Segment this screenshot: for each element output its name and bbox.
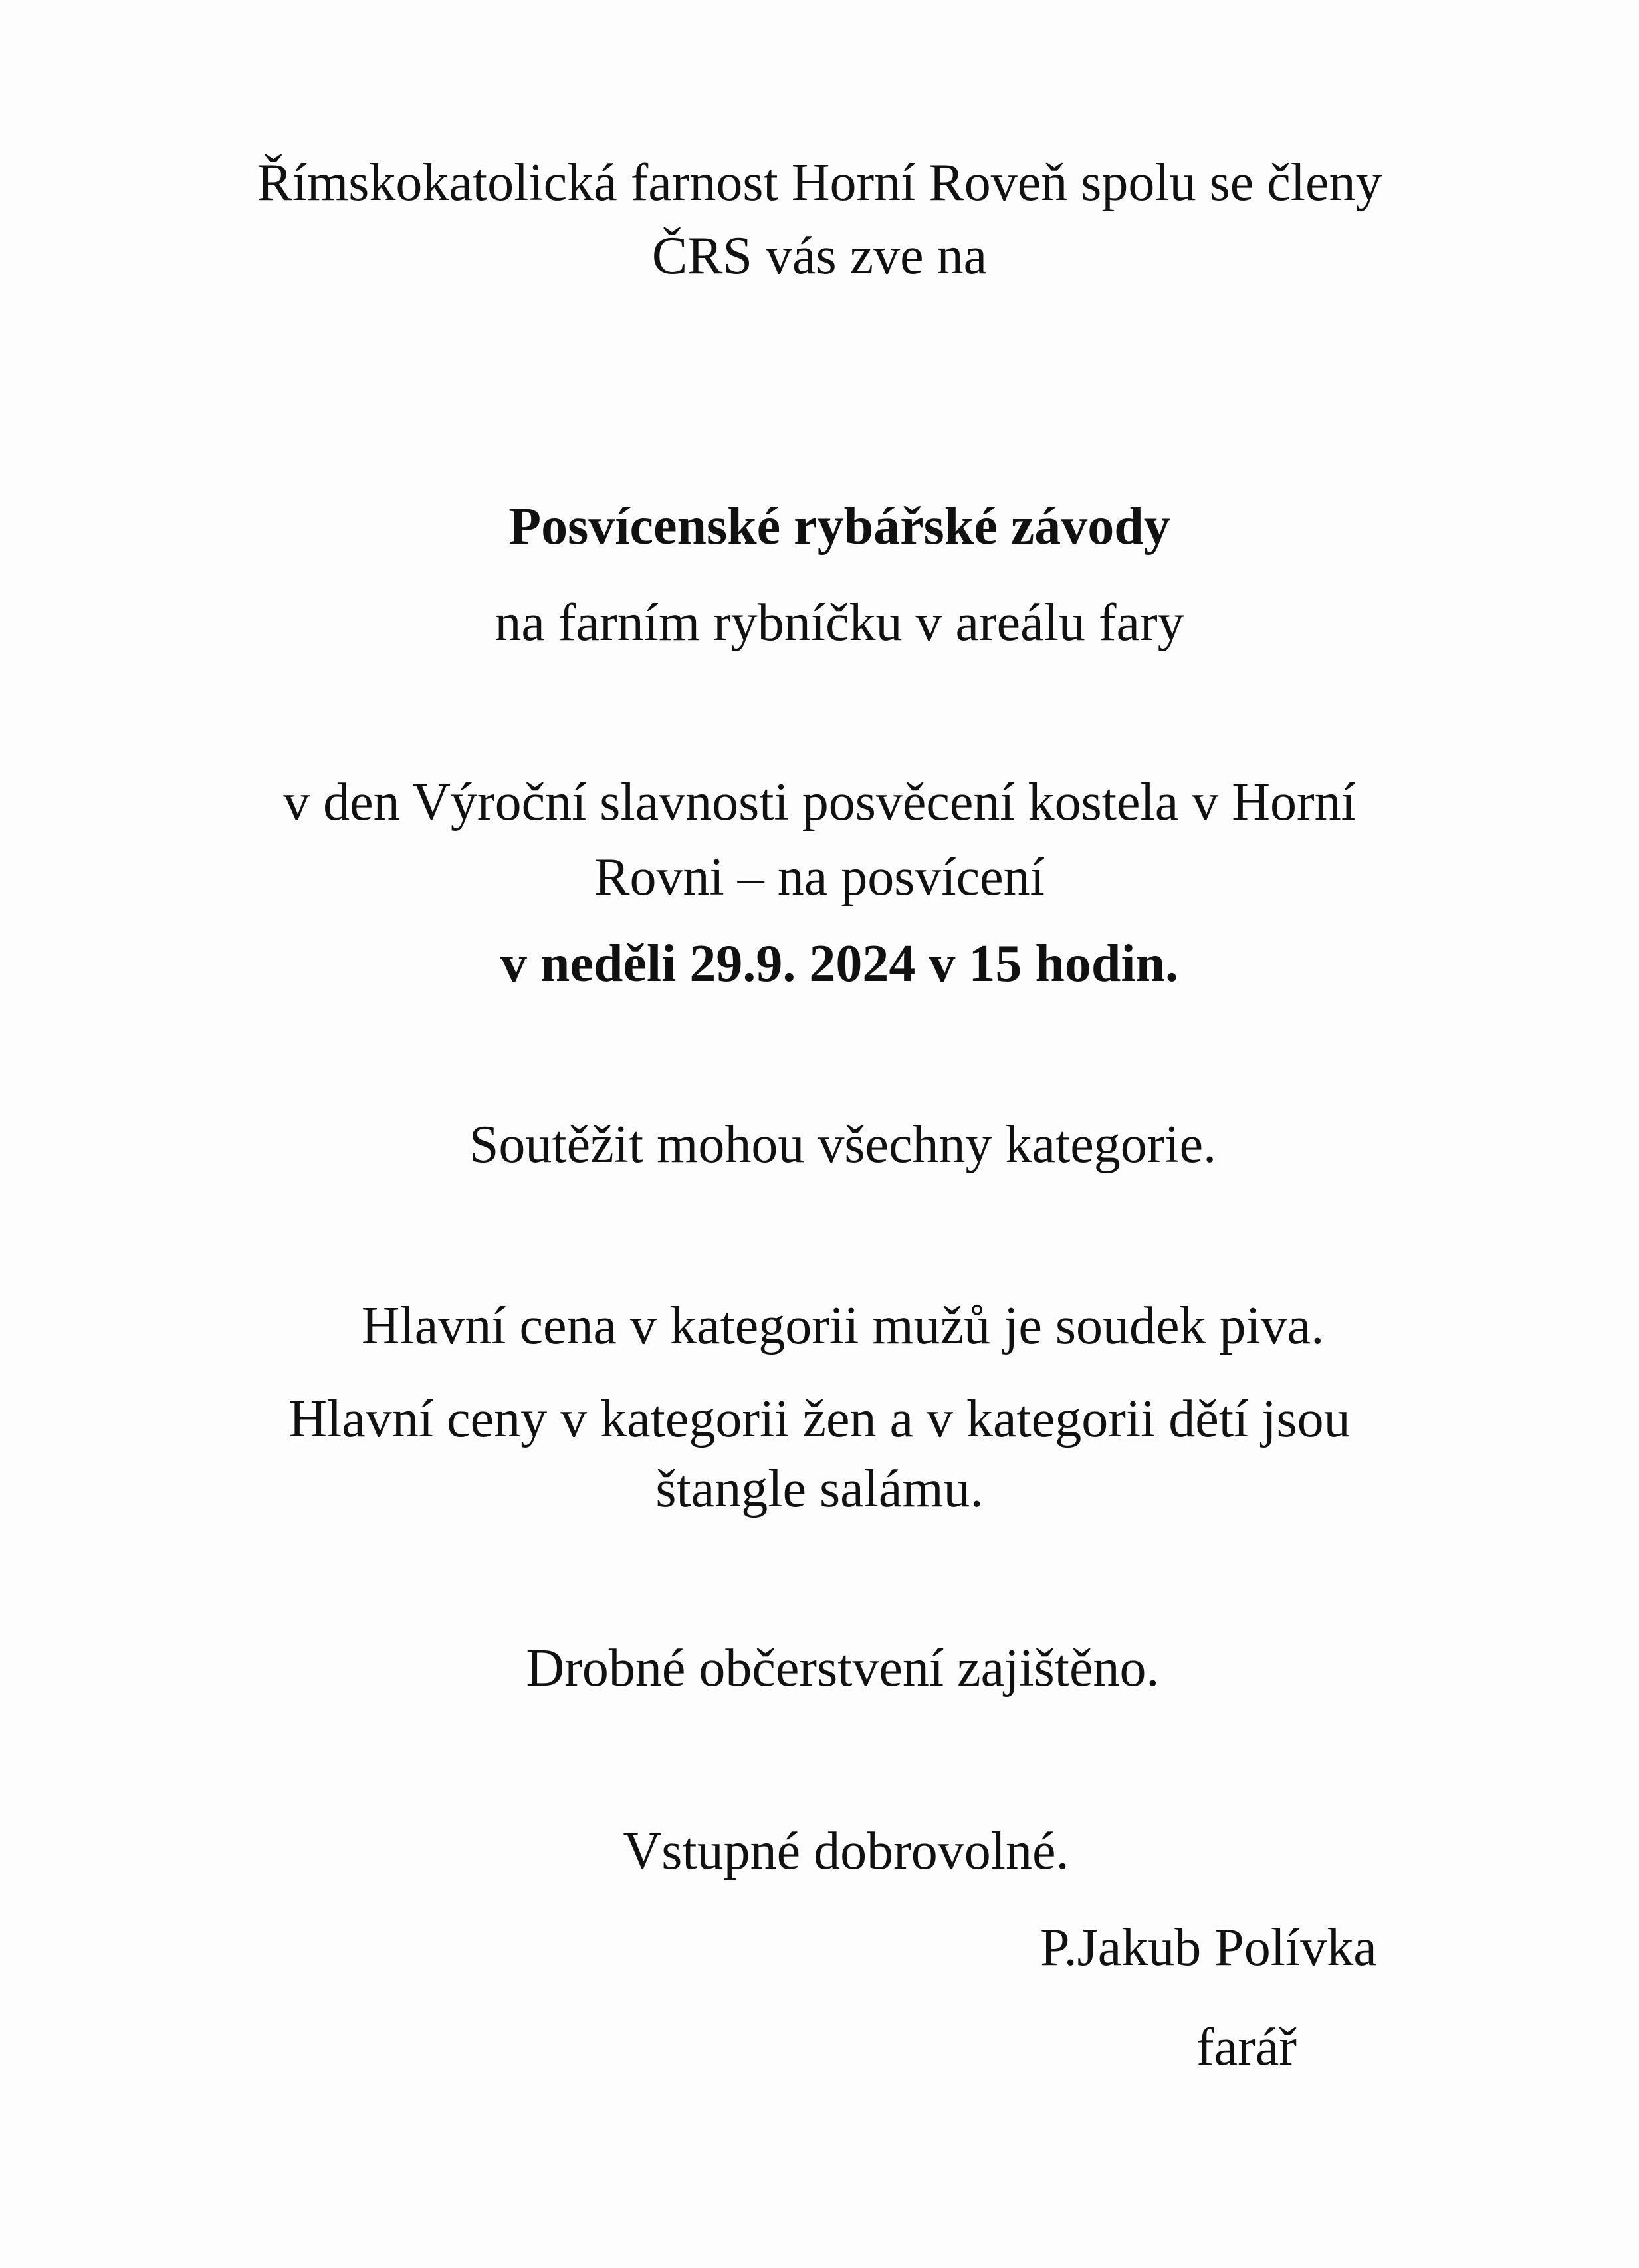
intro-line-1: Římskokatolická farnost Horní Roveň spolu se členy [257, 154, 1382, 212]
occasion-line-2: Rovni – na posvícení [594, 848, 1045, 907]
prize-women-children-line-2: štangle salámu. [655, 1460, 984, 1518]
categories-text: Soutěžit mohou všechny kategorie. [469, 1115, 1217, 1174]
occasion-line-1: v den Výroční slavnosti posvěcení kostela v Horní [283, 773, 1356, 832]
event-location: na farním rybníčku v areálu fary [494, 594, 1184, 652]
event-title: Posvícenské rybářské závody [508, 497, 1170, 556]
refreshments-text: Drobné občerstvení zajištěno. [526, 1639, 1160, 1698]
prize-women-children-line-1: Hlavní ceny v kategorii žen a v kategorii dětí jsou [288, 1390, 1351, 1448]
admission-text: Vstupné dobrovolné. [623, 1822, 1069, 1880]
signature-name: P.Jakub Polívka [1040, 1918, 1377, 1977]
intro-line-2: ČRS vás zve na [651, 227, 988, 285]
prize-men-text: Hlavní cena v kategorii mužů je soudek piva. [361, 1297, 1325, 1355]
event-date-time: v neděli 29.9. 2024 v 15 hodin. [500, 935, 1179, 993]
signature-role: farář [1196, 2018, 1297, 2077]
